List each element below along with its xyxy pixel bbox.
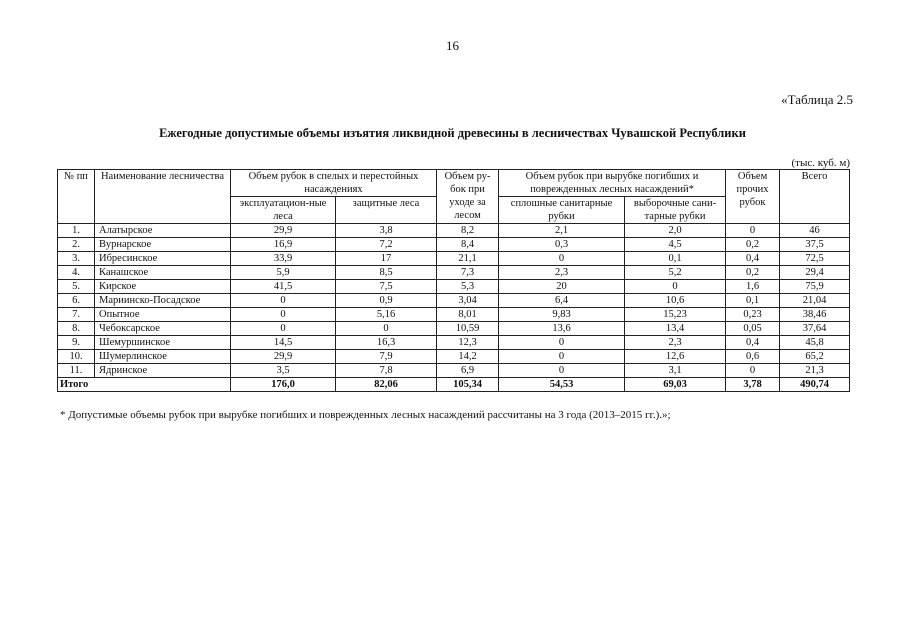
value-cell: 0,2 bbox=[726, 238, 780, 252]
value-cell: 0,6 bbox=[726, 350, 780, 364]
value-cell: 0 bbox=[231, 308, 336, 322]
value-cell: 41,5 bbox=[231, 280, 336, 294]
value-cell: 0 bbox=[231, 294, 336, 308]
header-solid: сплошные санитарные рубки bbox=[499, 197, 625, 224]
value-cell: 21,04 bbox=[780, 294, 850, 308]
value-cell: 2,1 bbox=[499, 224, 625, 238]
value-cell: 7,9 bbox=[336, 350, 437, 364]
value-cell: 3,1 bbox=[625, 364, 726, 378]
value-cell: 65,2 bbox=[780, 350, 850, 364]
value-cell: 0,05 bbox=[726, 322, 780, 336]
row-number: 2. bbox=[58, 238, 95, 252]
table-row bbox=[58, 322, 850, 336]
header-total: Всего bbox=[780, 170, 850, 224]
value-cell: 37,5 bbox=[780, 238, 850, 252]
forestry-name: Чебоксарское bbox=[95, 322, 231, 336]
value-cell: 0 bbox=[499, 336, 625, 350]
total-value-cell: 69,03 bbox=[625, 378, 726, 392]
header-select: выборочные сани-тарные рубки bbox=[625, 197, 726, 224]
value-cell: 33,9 bbox=[231, 252, 336, 266]
table-row bbox=[58, 238, 850, 252]
header-mature: Объем рубок в спелых и перестойных насаждениях bbox=[231, 170, 437, 197]
total-row bbox=[58, 378, 850, 392]
value-cell: 75,9 bbox=[780, 280, 850, 294]
value-cell: 6,9 bbox=[437, 364, 499, 378]
header-care: Объем ру-бок при уходе за лесом bbox=[437, 170, 499, 224]
forestry-name: Шемуршинское bbox=[95, 336, 231, 350]
table-row bbox=[58, 336, 850, 350]
total-value-cell: 105,34 bbox=[437, 378, 499, 392]
table-row bbox=[58, 350, 850, 364]
header-name: Наименование лесничества bbox=[95, 170, 231, 224]
value-cell: 3,8 bbox=[336, 224, 437, 238]
value-cell: 14,5 bbox=[231, 336, 336, 350]
value-cell: 1,6 bbox=[726, 280, 780, 294]
value-cell: 21,1 bbox=[437, 252, 499, 266]
forestry-name: Шумерлинское bbox=[95, 350, 231, 364]
value-cell: 7,5 bbox=[336, 280, 437, 294]
table-row bbox=[58, 294, 850, 308]
value-cell: 0 bbox=[336, 322, 437, 336]
total-value-cell: 82,06 bbox=[336, 378, 437, 392]
value-cell: 4,5 bbox=[625, 238, 726, 252]
value-cell: 13,6 bbox=[499, 322, 625, 336]
header-protect: защитные леса bbox=[336, 197, 437, 224]
row-number: 6. bbox=[58, 294, 95, 308]
value-cell: 16,3 bbox=[336, 336, 437, 350]
forestry-name: Алатырское bbox=[95, 224, 231, 238]
row-number: 3. bbox=[58, 252, 95, 266]
value-cell: 38,46 bbox=[780, 308, 850, 322]
value-cell: 0,23 bbox=[726, 308, 780, 322]
header-other: Объем прочих рубок bbox=[726, 170, 780, 224]
forestry-name: Мариинско-Посадское bbox=[95, 294, 231, 308]
value-cell: 12,6 bbox=[625, 350, 726, 364]
forestry-name: Канашское bbox=[95, 266, 231, 280]
value-cell: 8,4 bbox=[437, 238, 499, 252]
value-cell: 0 bbox=[231, 322, 336, 336]
value-cell: 8,01 bbox=[437, 308, 499, 322]
value-cell: 0 bbox=[726, 364, 780, 378]
header-num: № пп bbox=[58, 170, 95, 224]
value-cell: 5,2 bbox=[625, 266, 726, 280]
value-cell: 0,1 bbox=[625, 252, 726, 266]
row-number: 4. bbox=[58, 266, 95, 280]
forestry-name: Опытное bbox=[95, 308, 231, 322]
value-cell: 5,3 bbox=[437, 280, 499, 294]
value-cell: 3,5 bbox=[231, 364, 336, 378]
harvest-table bbox=[57, 169, 850, 392]
value-cell: 8,5 bbox=[336, 266, 437, 280]
row-number: 5. bbox=[58, 280, 95, 294]
value-cell: 5,9 bbox=[231, 266, 336, 280]
value-cell: 16,9 bbox=[231, 238, 336, 252]
value-cell: 29,9 bbox=[231, 350, 336, 364]
total-label: Итого bbox=[58, 378, 231, 392]
value-cell: 3,04 bbox=[437, 294, 499, 308]
value-cell: 2,3 bbox=[625, 336, 726, 350]
value-cell: 0,9 bbox=[336, 294, 437, 308]
value-cell: 7,3 bbox=[437, 266, 499, 280]
forestry-name: Ядринское bbox=[95, 364, 231, 378]
value-cell: 29,4 bbox=[780, 266, 850, 280]
forestry-name: Вурнарское bbox=[95, 238, 231, 252]
value-cell: 12,3 bbox=[437, 336, 499, 350]
table-row bbox=[58, 252, 850, 266]
value-cell: 7,2 bbox=[336, 238, 437, 252]
value-cell: 37,64 bbox=[780, 322, 850, 336]
row-number: 7. bbox=[58, 308, 95, 322]
table-row bbox=[58, 224, 850, 238]
total-value-cell: 3,78 bbox=[726, 378, 780, 392]
value-cell: 29,9 bbox=[231, 224, 336, 238]
value-cell: 10,59 bbox=[437, 322, 499, 336]
value-cell: 17 bbox=[336, 252, 437, 266]
row-number: 10. bbox=[58, 350, 95, 364]
forestry-name: Ибресинское bbox=[95, 252, 231, 266]
value-cell: 0 bbox=[499, 252, 625, 266]
value-cell: 14,2 bbox=[437, 350, 499, 364]
value-cell: 20 bbox=[499, 280, 625, 294]
value-cell: 7,8 bbox=[336, 364, 437, 378]
value-cell: 0,1 bbox=[726, 294, 780, 308]
header-exploit: эксплуатацион-ные леса bbox=[231, 197, 336, 224]
value-cell: 5,16 bbox=[336, 308, 437, 322]
value-cell: 10,6 bbox=[625, 294, 726, 308]
value-cell: 2,3 bbox=[499, 266, 625, 280]
total-value-cell: 490,74 bbox=[780, 378, 850, 392]
value-cell: 2,0 bbox=[625, 224, 726, 238]
value-cell: 8,2 bbox=[437, 224, 499, 238]
value-cell: 0 bbox=[726, 224, 780, 238]
value-cell: 0,4 bbox=[726, 336, 780, 350]
footnote: * Допустимые объемы рубок при вырубке погибших и поврежденных лесных насаждений рассчитаны на 3 года (2013–2015 гг.).»; bbox=[60, 409, 671, 421]
value-cell: 13,4 bbox=[625, 322, 726, 336]
value-cell: 72,5 bbox=[780, 252, 850, 266]
value-cell: 15,23 bbox=[625, 308, 726, 322]
value-cell: 0 bbox=[499, 364, 625, 378]
total-value-cell: 176,0 bbox=[231, 378, 336, 392]
table-row bbox=[58, 308, 850, 322]
value-cell: 45,8 bbox=[780, 336, 850, 350]
value-cell: 0,4 bbox=[726, 252, 780, 266]
value-cell: 0 bbox=[499, 350, 625, 364]
header-dead: Объем рубок при вырубке погибших и поврежденных лесных насаждений* bbox=[499, 170, 726, 197]
forestry-name: Кирское bbox=[95, 280, 231, 294]
page-number: 16 bbox=[446, 38, 459, 53]
table-row bbox=[58, 266, 850, 280]
total-value-cell: 54,53 bbox=[499, 378, 625, 392]
table-label: «Таблица 2.5 bbox=[781, 92, 853, 107]
row-number: 9. bbox=[58, 336, 95, 350]
value-cell: 9,83 bbox=[499, 308, 625, 322]
value-cell: 21,3 bbox=[780, 364, 850, 378]
value-cell: 0 bbox=[625, 280, 726, 294]
table-row bbox=[58, 280, 850, 294]
row-number: 11. bbox=[58, 364, 95, 378]
value-cell: 6,4 bbox=[499, 294, 625, 308]
row-number: 1. bbox=[58, 224, 95, 238]
value-cell: 0,2 bbox=[726, 266, 780, 280]
table-title: Ежегодные допустимые объемы изъятия ликвидной древесины в лесничествах Чувашской Республики bbox=[159, 126, 746, 140]
table-row bbox=[58, 364, 850, 378]
value-cell: 46 bbox=[780, 224, 850, 238]
units-label: (тыс. куб. м) bbox=[791, 157, 850, 169]
row-number: 8. bbox=[58, 322, 95, 336]
value-cell: 0,3 bbox=[499, 238, 625, 252]
